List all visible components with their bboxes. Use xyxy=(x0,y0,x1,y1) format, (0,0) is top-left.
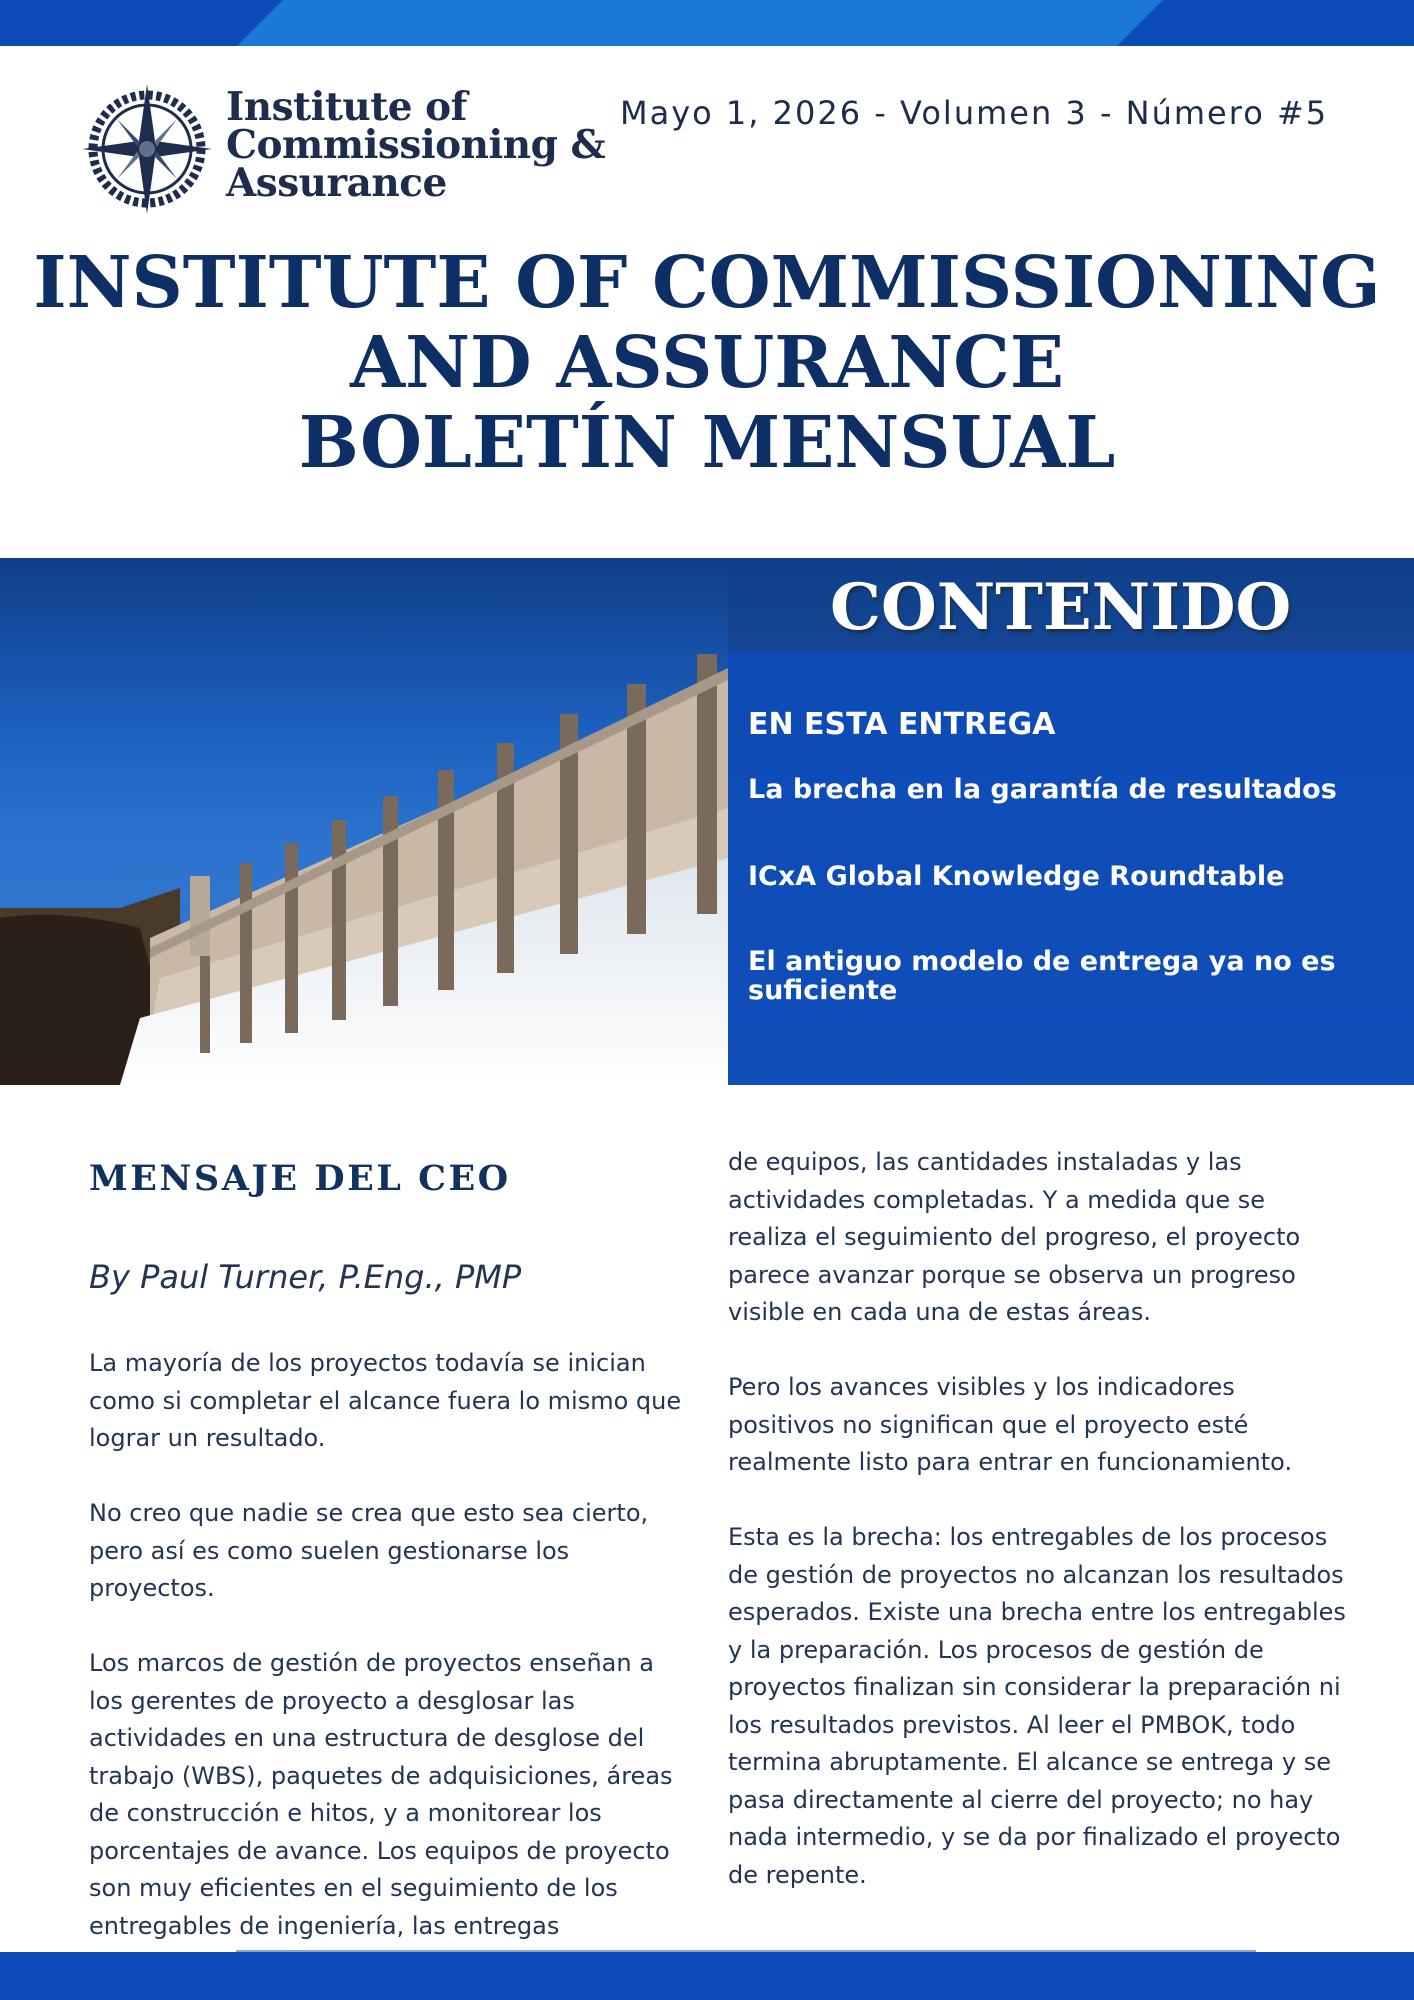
organization-logotype xyxy=(226,84,606,206)
ceo-message-heading: MENSAJE DEL CEO xyxy=(89,1158,511,1199)
hero-photo-left xyxy=(0,558,728,1085)
article-paragraph: No creo que nadie se crea que esto sea cierto, pero así es como suelen gestionarse los proyectos. xyxy=(89,1499,649,1602)
title-line: BOLETÍN MENSUAL xyxy=(298,400,1116,484)
contents-subtitle: EN ESTA ENTREGA xyxy=(748,707,1056,742)
article-column-left xyxy=(89,1345,689,1945)
article-paragraph: Los marcos de gestión de proyectos enseñan a los gerentes de proyecto a desglosar las actividades en una estructura de desglose del trabajo (WBS), paquetes de adquisiciones, áreas de construcción e hitos, y a monitorear los porcentajes de avance. Los equipos de proyecto son muy eficientes en el seguimiento de los entregables de ingeniería, las entregas xyxy=(89,1649,673,1940)
newsletter-title xyxy=(0,242,1414,482)
title-line: INSTITUTE OF COMMISSIONING xyxy=(33,240,1381,324)
author-byline: By Paul Turner, P.Eng., PMP xyxy=(89,1258,522,1296)
banner-stripe xyxy=(1117,0,1414,46)
contents-title: CONTENIDO xyxy=(830,570,1292,645)
article-paragraph: La mayoría de los proyectos todavía se inician como si completar el alcance fuera lo mismo que lograr un resultado. xyxy=(89,1349,682,1452)
logotype-line: Assurance xyxy=(226,160,447,206)
footer-banner xyxy=(0,1952,1414,2000)
contents-item[interactable]: ICxA Global Knowledge Roundtable xyxy=(748,861,1285,892)
logotype-line: Commissioning & xyxy=(226,122,606,168)
compass-logo-icon xyxy=(82,82,212,217)
issue-info: Mayo 1, 2026 - Volumen 3 - Número #5 xyxy=(620,94,1329,132)
logotype-line: Institute of xyxy=(226,84,467,130)
article-paragraph: Pero los avances visibles y los indicadores positivos no significan que el proyecto esté realmente listo para entrar en funcionamiento. xyxy=(728,1373,1293,1476)
contents-item[interactable]: El antiguo modelo de entrega ya no es suficiente xyxy=(748,946,1336,1006)
article-paragraph: de equipos, las cantidades instaladas y las actividades completadas. Y a medida que se realiza el seguimiento del progreso, el proyecto parece avanzar porque se observa un progreso visible en cada una de estas áreas. xyxy=(728,1148,1301,1326)
dam-illustration xyxy=(0,558,728,1085)
banner-stripe xyxy=(237,0,1183,46)
contents-item[interactable]: La brecha en la garantía de resultados xyxy=(748,774,1337,805)
article-column-right xyxy=(728,1144,1348,1894)
title-line: AND ASSURANCE xyxy=(350,320,1064,404)
article-paragraph: Esta es la brecha: los entregables de los procesos de gestión de proyectos no alcanzan los resultados esperados. Existe una brecha entre los entregables y la preparación. Los procesos de gestión de proyectos finalizan sin considerar la preparación ni los resultados previstos. Al leer el PMBOK, todo termina abruptamente. El alcance se entrega y se pasa directamente al cierre del proyecto; no hay nada intermedio, y se da por finalizado el proyecto de repente. xyxy=(728,1523,1346,1889)
top-banner xyxy=(0,0,1414,46)
